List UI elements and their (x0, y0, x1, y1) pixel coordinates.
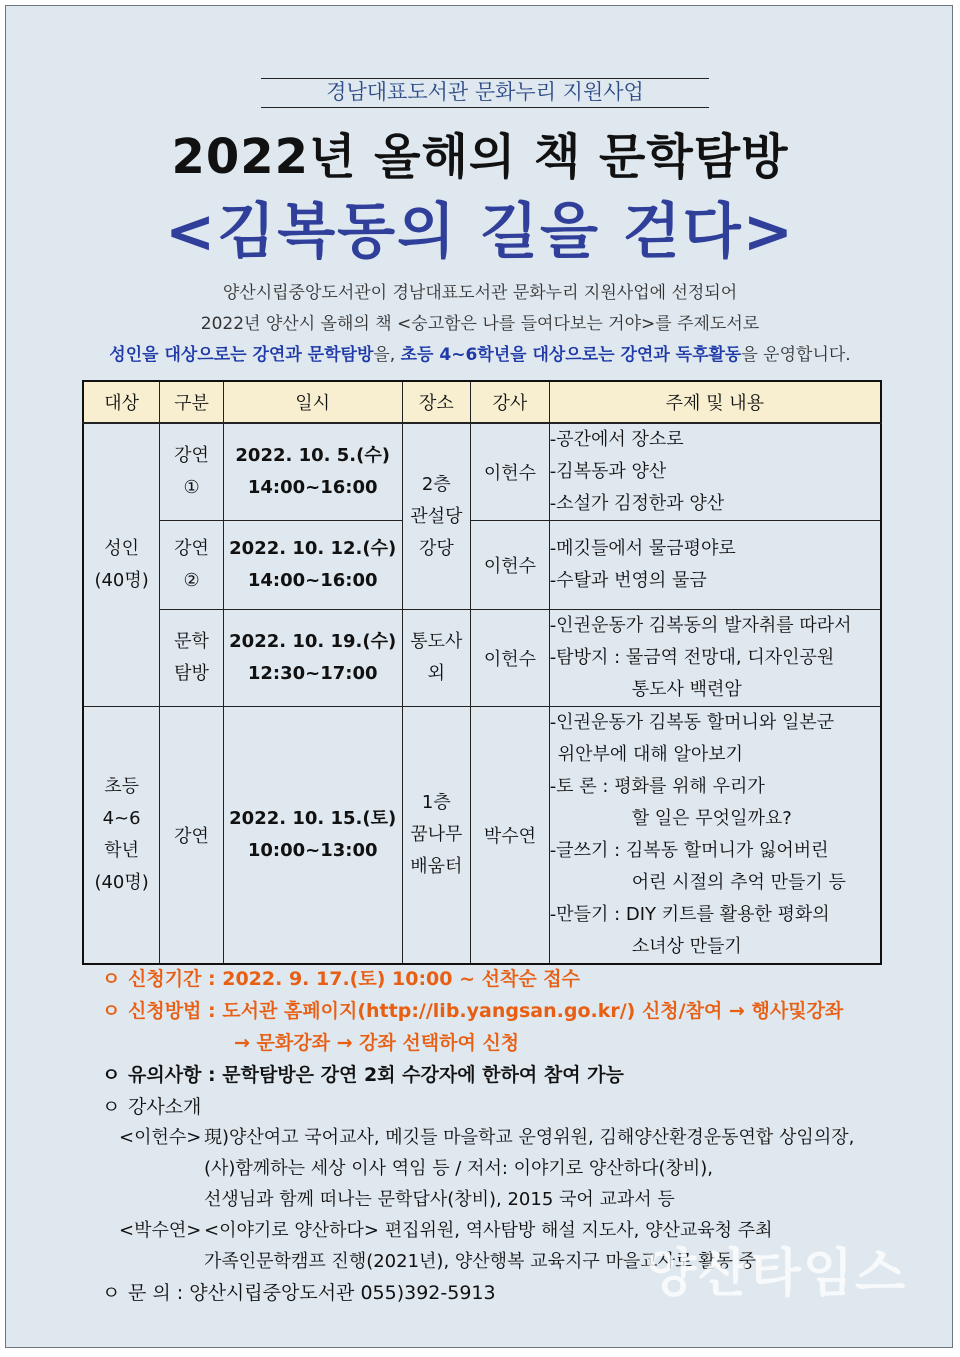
venue-cell (402, 707, 471, 965)
column-header: 장소 (402, 381, 471, 423)
type-label: 강연 (174, 445, 209, 466)
apply-method-continued: → 문화강좌 → 강좌 선택하여 신청 (234, 1032, 520, 1054)
notice (102, 1060, 624, 1087)
bullet-circle-icon: ㅇ (102, 1282, 121, 1304)
intro-line-2: 2022년 양산시 올해의 책 <숭고함은 나를 들여다보는 거야>를 주제도서로 (200, 314, 760, 334)
lecturer-cell: 이헌수 (471, 521, 550, 610)
venue: 통도사 (410, 631, 463, 652)
intro-text: 을, (373, 345, 401, 365)
column-header: 일시 (223, 381, 402, 423)
bullet-circle-icon: ㅇ (102, 968, 121, 990)
type-cell (160, 521, 224, 610)
intro-child-highlight: 초등 4~6학년을 대상으로는 강연과 독후활동 (400, 345, 742, 365)
venue: 배움터 (410, 856, 463, 877)
page-title: 2022년 올해의 책 문학탐방 (171, 129, 789, 185)
contact-text: 문 의 : 양산시립중앙도서관 055)392-5913 (128, 1282, 496, 1304)
datetime-cell (223, 707, 402, 965)
bullet-circle-icon: ㅇ (102, 1000, 121, 1022)
content-line: 통도사 백련암 (631, 679, 742, 700)
datetime-cell (223, 610, 402, 707)
content-cell (549, 707, 881, 965)
content-line: -공간에서 장소로 (549, 429, 684, 450)
target-label: 초등 (104, 776, 139, 797)
bullet-circle-icon: ㅇ (102, 1064, 121, 1086)
time: 14:00~16:00 (247, 570, 378, 591)
column-header: 대상 (83, 381, 160, 423)
target-label: 4~6 (102, 808, 141, 829)
watermark: 양산타임스 (646, 1244, 908, 1304)
page-subtitle: <김복동의 길을 걷다> (164, 197, 795, 267)
content-line: -토 론 : 평화를 위해 우리가 (549, 776, 765, 797)
target-count: (40명) (94, 570, 149, 591)
contact (102, 1278, 496, 1305)
type-cell (160, 423, 224, 521)
target-cell (83, 423, 160, 707)
date: 2022. 10. 19.(수) (229, 631, 397, 652)
content-cell (549, 423, 881, 521)
content-line: -수탈과 번영의 물금 (549, 570, 707, 591)
target-label: 학년 (104, 840, 139, 861)
content-line: -소설가 김정한과 양산 (549, 493, 725, 514)
apply-method (102, 996, 843, 1023)
bullet-circle-icon: ㅇ (102, 1096, 121, 1118)
target-count: (40명) (94, 872, 149, 893)
content-line: -김복동과 양산 (549, 461, 667, 482)
date: 2022. 10. 15.(토) (229, 808, 397, 829)
apply-method-text: 신청방법 : 도서관 홈페이지(http://lib.yangsan.go.kr/) 신청/참여 → 행사및강좌 (128, 1000, 844, 1022)
lecturer-cell: 이헌수 (471, 610, 550, 707)
lecturer-intro-heading (102, 1092, 201, 1119)
venue-cell (402, 610, 471, 707)
apply-period-text: 신청기간 : 2022. 9. 17.(토) 10:00 ~ 선착순 접수 (128, 968, 581, 990)
venue: 1층 (421, 792, 451, 813)
intro-adult-highlight: 성인을 대상으로는 강연과 문학탐방 (109, 345, 374, 365)
type-number: ① (183, 477, 200, 498)
content-line: -메깃들에서 물금평야로 (549, 538, 736, 559)
datetime-cell (223, 423, 402, 521)
lecturer1-bio: (사)함께하는 세상 이사 역임 등 / 저서: 이야기로 양산하다(창비), (204, 1158, 714, 1179)
type-label: 문학 (174, 631, 209, 652)
time: 14:00~16:00 (247, 477, 378, 498)
date: 2022. 10. 5.(수) (235, 445, 390, 466)
venue: 2층 (421, 473, 451, 495)
lecturer2-name: <박수연> (119, 1220, 202, 1241)
venue: 외 (427, 663, 446, 684)
content-line: 할 일은 무엇일까요? (631, 808, 792, 829)
content-line: -글쓰기 : 김복동 할머니가 잃어버린 (549, 840, 829, 861)
venue: 꿈나무 (410, 824, 463, 845)
content-cell (549, 610, 881, 707)
lecturer2-bio: 가족인문학캠프 진행(2021년), 양산행복 교육지구 마을교사로 활동 중 (204, 1251, 756, 1272)
lecturer-cell: 박수연 (471, 707, 550, 965)
table-header-row (83, 381, 881, 423)
content-line: -인권운동가 김복동의 발자취를 따라서 (549, 615, 852, 636)
column-header: 강사 (471, 381, 550, 423)
type-cell: 강연 (160, 707, 224, 965)
lecturer-cell: 이헌수 (471, 423, 550, 521)
lecturer2-bio: <이야기로 양산하다> 편집위원, 역사탐방 해설 지도사, 양산교육청 주최 (204, 1220, 773, 1241)
venue-cell (402, 423, 471, 610)
schedule-table (82, 380, 882, 965)
content-line: -만들기 : DIY 키트를 활용한 평화의 (549, 904, 830, 925)
table-row (83, 610, 881, 707)
type-number: ② (183, 570, 200, 591)
notice-text: 유의사항 : 문학탐방은 강연 2회 수강자에 한하여 참여 가능 (128, 1064, 624, 1086)
content-cell (549, 521, 881, 610)
column-header: 주제 및 내용 (549, 381, 881, 423)
lecturer-intro-label: 강사소개 (128, 1096, 202, 1118)
target-cell (83, 707, 160, 965)
lecturer1-name: <이헌수> (119, 1127, 202, 1148)
datetime-cell (223, 521, 402, 610)
content-line: -탐방지 : 물금역 전망대, 디자인공원 (549, 647, 835, 668)
content-line: -인권운동가 김복동 할머니와 일본군 (549, 712, 835, 733)
poster (5, 5, 953, 1348)
target-label: 성인 (104, 538, 139, 559)
table-row (83, 707, 881, 965)
kicker: 경남대표도서관 문화누리 지원사업 (261, 78, 709, 108)
intro-line-1: 양산시립중앙도서관이 경남대표도서관 문화누리 지원사업에 선정되어 (222, 283, 738, 303)
table-row (83, 521, 881, 610)
lecturer1-bio: 現)양산여고 국어교사, 메깃들 마을학교 운영위원, 김해양산환경운동연합 상임의장, (204, 1127, 855, 1148)
content-line: 어린 시절의 추억 만들기 등 (631, 872, 846, 893)
intro-line-3 (6, 340, 954, 365)
lecturer1-bio: 선생님과 함께 떠나는 문학답사(창비), 2015 국어 교과서 등 (204, 1189, 675, 1210)
apply-period (102, 964, 580, 991)
time: 10:00~13:00 (247, 840, 378, 861)
type-label: 탐방 (174, 663, 209, 684)
content-line: 위안부에 대해 알아보기 (557, 744, 744, 765)
venue: 강당 (418, 537, 454, 559)
time: 12:30~17:00 (247, 663, 378, 684)
column-header: 구분 (160, 381, 224, 423)
venue: 관설당 (410, 505, 463, 527)
type-label: 강연 (174, 538, 209, 559)
table-row (83, 423, 881, 521)
type-cell (160, 610, 224, 707)
content-line: 소녀상 만들기 (631, 936, 742, 957)
date: 2022. 10. 12.(수) (229, 538, 397, 559)
intro-text: 을 운영합니다. (741, 345, 851, 365)
